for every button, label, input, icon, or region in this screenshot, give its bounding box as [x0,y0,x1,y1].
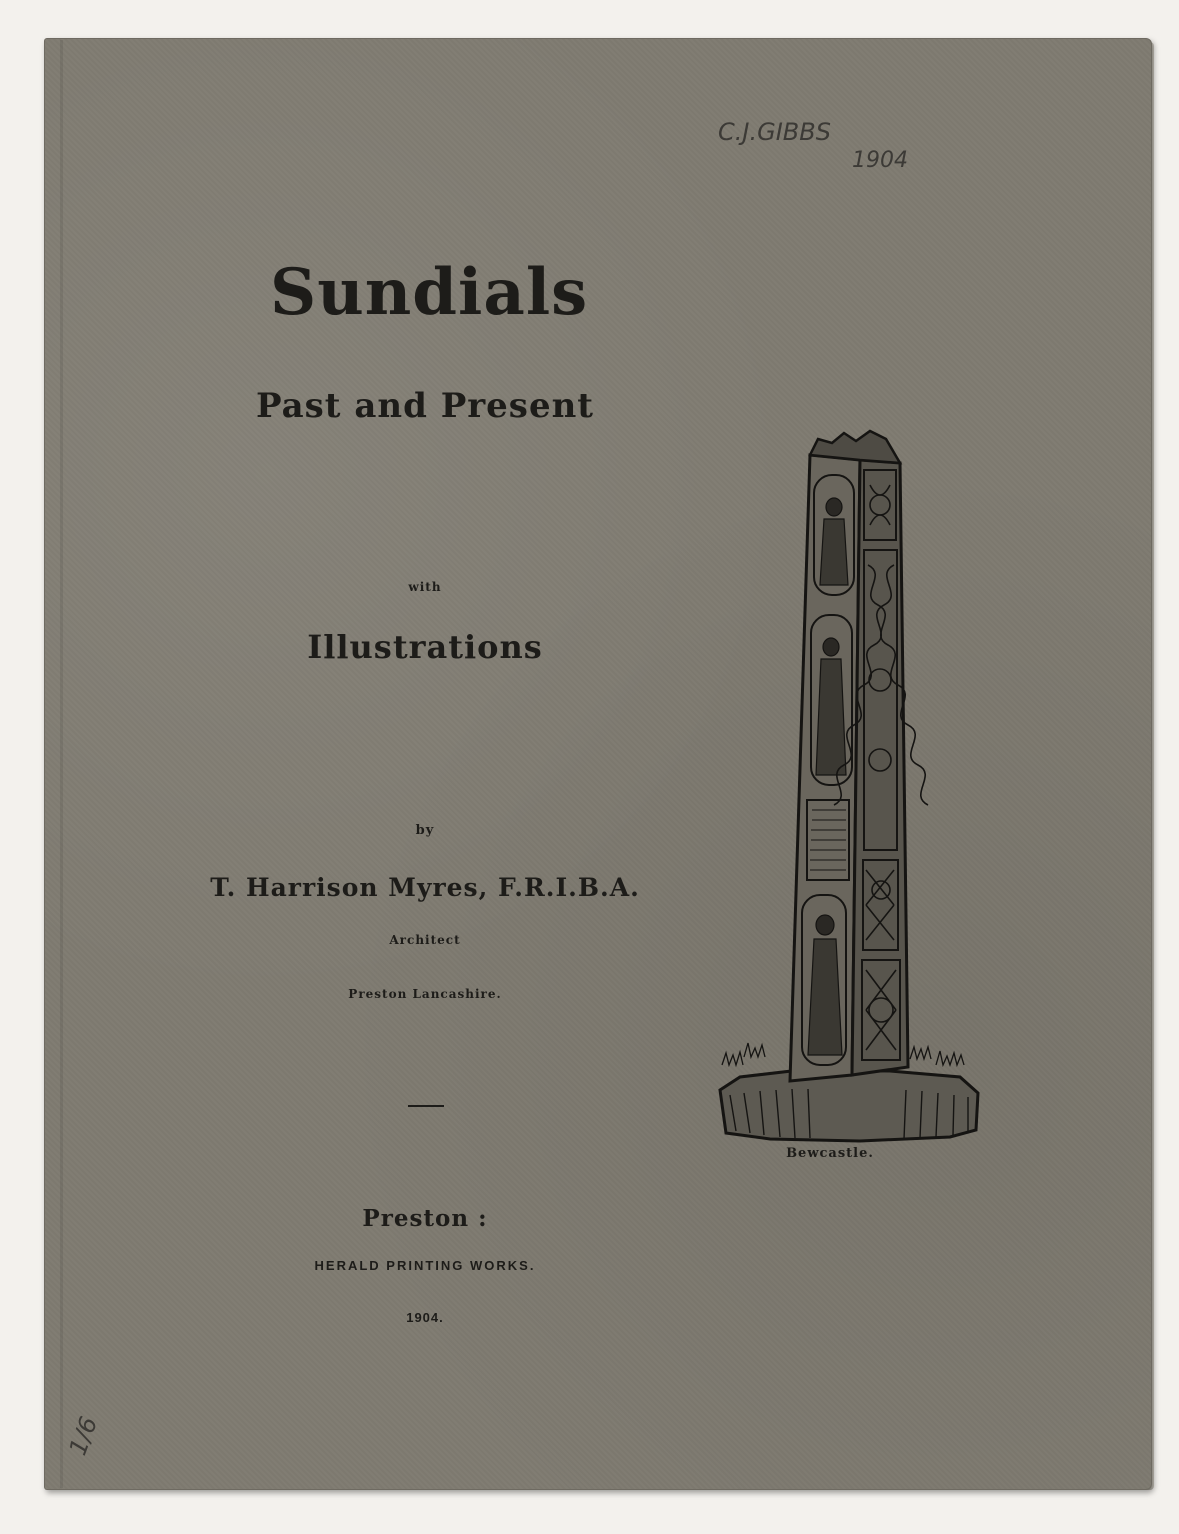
handwritten-owner-name: C.J.GIBBS [718,118,831,146]
publisher-city: Preston : [362,1205,488,1232]
author-location: Preston Lancashire. [348,987,502,1001]
author-role: Architect [389,933,461,947]
publication-year: 1904. [406,1310,444,1325]
illustration-caption: Bewcastle. [786,1146,874,1161]
cover-subtitle: Past and Present [255,386,595,426]
with-text: with [408,580,442,594]
by-text: by [415,823,435,838]
spine-crease [60,40,63,1488]
illustrations-text: Illustrations [307,628,543,666]
book-cover [44,38,1152,1490]
handwritten-price-mark: 1/6 [63,1413,104,1459]
author-name: T. Harrison Myres, F.R.I.B.A. [210,873,640,902]
publisher-name: HERALD PRINTING WORKS. [314,1258,536,1273]
bewcastle-cross-illustration [710,425,980,1160]
cover-title: Sundials [270,255,589,330]
divider-rule [408,1105,444,1107]
handwritten-owner-year: 1904 [852,148,908,173]
